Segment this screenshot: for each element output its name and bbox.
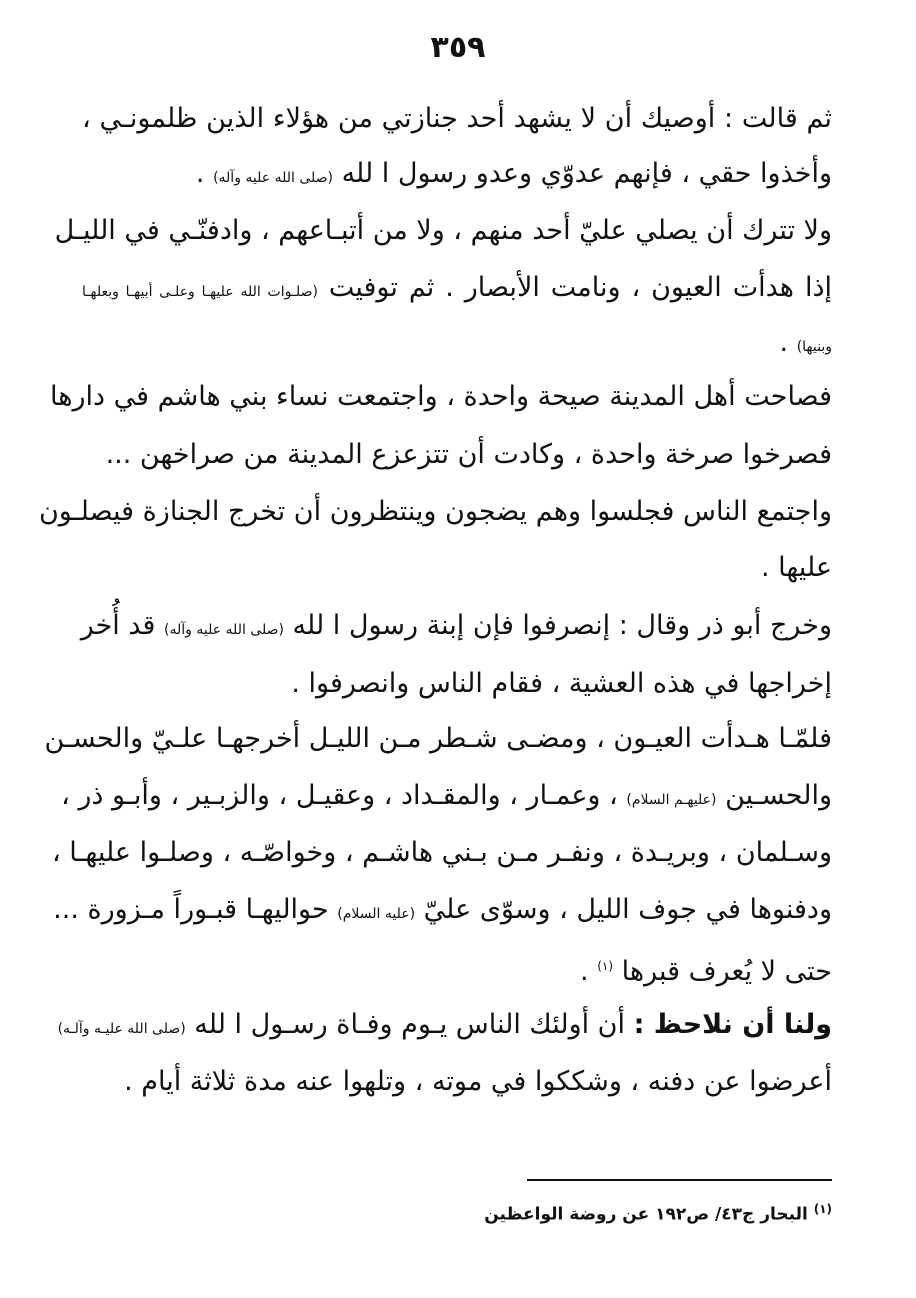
footnote-marker: (١) [813, 1202, 832, 1216]
text-line-13 [61, 776, 832, 816]
salutation-note: (صلى الله عليه وآله) [164, 622, 284, 638]
text-line-16-end: . [580, 956, 589, 987]
text-line-3: ولا تترك أن يصلي عليّ أحد منهم ، ولا من أتبـاعهم ، وادفنّـي في الليـل [54, 215, 832, 246]
text-line-2 [82, 154, 832, 194]
salutation-note: (صلى الله عليـه وآلـه) [57, 1021, 186, 1037]
salutation-note: (صلـوات الله عليهـا وعلـى أبيهـا وبعلهـا [82, 284, 318, 300]
text-line-17-main: أن أولئك الناس يـوم وفـاة رسـول ا لله [194, 1009, 626, 1040]
text-line-15-main: ودفنوها في جوف الليل ، وسوّى عليّ [423, 894, 832, 925]
text-line-1: ثم قالت : أوصيك أن لا يشهد أحد جنازتي من هؤلاء الذين ظلمونـي ، [82, 103, 832, 134]
text-line-17 [57, 1005, 832, 1045]
footnote-reference: (١) [597, 959, 614, 973]
text-line-10 [82, 606, 832, 646]
text-line-2-end: . [195, 158, 205, 189]
text-line-5-end: . [779, 327, 789, 358]
text-line-14: وسـلمان ، وبريـدة ، ونفـر مـن بـني هاشـم ، وخواصّـه ، وصلـوا عليهـا ، [51, 837, 832, 868]
footnote-text: البحار ج٤٣/ ص١٩٢ عن روضة الواعظين [484, 1204, 808, 1225]
text-line-2-main: وأخذوا حقي ، فإنهم عدوّي وعدو رسول ا لله [341, 158, 832, 189]
text-line-4 [82, 268, 832, 308]
salutation-note: (عليه السلام) [337, 906, 416, 922]
text-line-10-main: وخرج أبو ذر وقال : إنصرفوا فإن إبنة رسول ا لله [292, 610, 832, 641]
text-line-10-end: قد أُخر [80, 610, 156, 641]
text-line-18: أعرضوا عن دفنه ، وشككوا في موته ، وتلهوا عنه مدة ثلاثة أيام . [124, 1066, 832, 1097]
text-line-8: واجتمع الناس فجلسوا وهم يضجون وينتظرون أن تخرج الجنازة فيصلـون [38, 496, 832, 527]
text-line-5 [82, 323, 832, 363]
text-line-12: فلمّـا هـدأت العيـون ، ومضـى شـطر مـن الليـل أخرجهـا علـيّ والحسـن [44, 723, 832, 754]
text-line-16 [82, 946, 832, 986]
text-line-9: عليها . [760, 552, 832, 583]
salutation-note: (صلى الله عليه وآله) [213, 170, 333, 186]
text-line-4-main: إذا هدأت العيون ، ونامت الأبصار . ثم توفيت [328, 272, 832, 303]
text-line-11: إخراجها في هذه العشية ، فقام الناس وانصرفوا . [291, 668, 832, 699]
text-line-15 [53, 890, 832, 930]
text-line-15-end: حواليهـا قبـوراً مـزورة ... [53, 894, 329, 925]
footnote-divider [527, 1179, 832, 1181]
text-line-7: فصرخوا صرخة واحدة ، وكادت أن تتزعزع المدينة من صراخهن ... [105, 439, 832, 470]
emphasis-phrase: ولنا أن نلاحظ : [633, 1009, 832, 1040]
footnote [332, 1196, 832, 1228]
page-number: ٣٥٩ [430, 30, 486, 65]
text-line-6: فصاحت أهل المدينة صيحة واحدة ، واجتمعت نساء بني هاشم في دارها [50, 381, 832, 412]
text-line-13-main: والحسـين [725, 780, 832, 811]
salutation-note: وبنيها) [796, 339, 832, 355]
text-line-13-end: ، وعمـار ، والمقـداد ، وعقيـل ، والزبـير ، وأبـو ذر ، [61, 780, 618, 811]
text-line-16-main: حتى لا يُعرف قبرها [621, 956, 832, 987]
salutation-note: (عليهـم السلام) [626, 792, 717, 808]
